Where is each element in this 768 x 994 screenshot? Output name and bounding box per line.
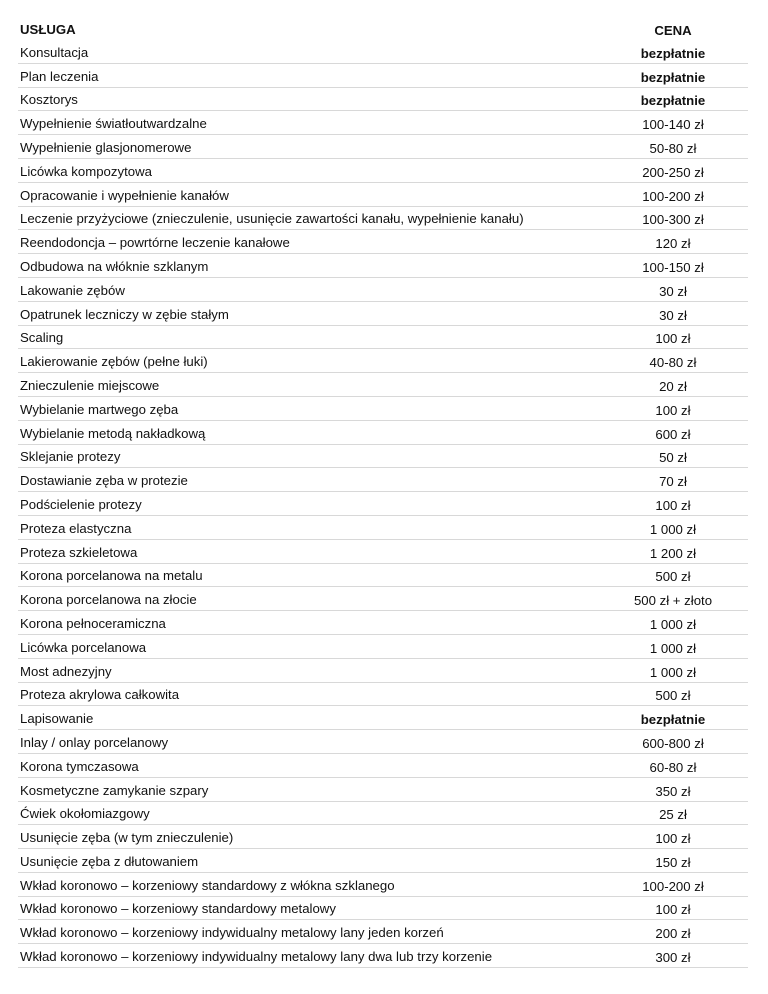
- service-price: 500 zł: [655, 569, 691, 585]
- service-name: Most adnezyjny: [20, 663, 112, 679]
- service-name: Znieczulenie miejscowe: [20, 377, 160, 393]
- service-price: 120 zł: [655, 236, 691, 252]
- table-row: [18, 754, 748, 778]
- service-name: Leczenie przyżyciowe (znieczulenie, usunięcie zawartości kanału, wypełnienie kanału): [20, 211, 524, 227]
- table-row: [18, 587, 748, 611]
- table-row: [18, 421, 748, 445]
- service-price: 200 zł: [655, 926, 691, 942]
- table-row: [18, 635, 748, 659]
- table-row: [18, 207, 748, 231]
- service-name: Wybielanie metodą nakładkową: [20, 425, 206, 441]
- service-price: 100 zł: [655, 831, 691, 847]
- service-name: Podścielenie protezy: [20, 496, 142, 512]
- service-price: 100-150 zł: [642, 259, 704, 275]
- table-row: [18, 468, 748, 492]
- table-row: [18, 920, 748, 944]
- service-name: Korona porcelanowa na metalu: [20, 568, 203, 584]
- table-row: [18, 778, 748, 802]
- service-name: Wybielanie martwego zęba: [20, 401, 179, 417]
- service-name: Lakowanie zębów: [20, 282, 125, 298]
- table-row: [18, 254, 748, 278]
- table-row: [18, 706, 748, 730]
- table-row: [18, 802, 748, 826]
- service-name: Wypełnienie światłoutwardzalne: [20, 116, 207, 132]
- table-row: [18, 278, 748, 302]
- service-price: 60-80 zł: [649, 759, 697, 775]
- service-price: 70 zł: [659, 474, 687, 490]
- service-price: 100-300 zł: [642, 212, 704, 228]
- service-name: Scaling: [20, 330, 64, 346]
- service-name: Ćwiek okołomiazgowy: [20, 806, 150, 822]
- service-name: Licówka porcelanowa: [20, 639, 147, 655]
- service-price: bezpłatnie: [640, 712, 706, 728]
- service-name: Usunięcie zęba z dłutowaniem: [20, 853, 199, 869]
- table-row: [18, 825, 748, 849]
- service-name: Korona porcelanowa na złocie: [20, 592, 197, 608]
- service-name: Plan leczenia: [20, 68, 99, 84]
- service-name: Odbudowa na włóknie szklanym: [20, 258, 209, 274]
- service-column-header: USŁUGA: [20, 22, 76, 37]
- service-price: 300 zł: [655, 950, 691, 966]
- service-price: 30 zł: [659, 307, 687, 323]
- service-price: 50-80 zł: [649, 140, 697, 156]
- table-row: [18, 111, 748, 135]
- price-column-header: CENA: [654, 23, 692, 38]
- table-row: [18, 873, 748, 897]
- service-name: Proteza elastyczna: [20, 520, 132, 536]
- table-row: [18, 183, 748, 207]
- service-name: Proteza akrylowa całkowita: [20, 687, 180, 703]
- service-name: Korona tymczasowa: [20, 758, 139, 774]
- table-row: [18, 159, 748, 183]
- service-name: Lakierowanie zębów (pełne łuki): [20, 354, 208, 370]
- table-body: [18, 40, 748, 968]
- table-row: [18, 897, 748, 921]
- service-price: 50 zł: [659, 450, 687, 466]
- table-row: [18, 64, 748, 88]
- table-row: [18, 88, 748, 112]
- service-price: 500 zł: [655, 688, 691, 704]
- service-name: Kosmetyczne zamykanie szpary: [20, 782, 209, 798]
- table-row: [18, 516, 748, 540]
- service-name: Proteza szkieletowa: [20, 544, 138, 560]
- service-name: Opracowanie i wypełnienie kanałów: [20, 187, 229, 203]
- service-name: Usunięcie zęba (w tym znieczulenie): [20, 830, 234, 846]
- service-price: 40-80 zł: [649, 355, 697, 371]
- service-name: Sklejanie protezy: [20, 449, 121, 465]
- table-row: [18, 659, 748, 683]
- table-row: [18, 730, 748, 754]
- service-price: 100 zł: [655, 402, 691, 418]
- service-name: Korona pełnoceramiczna: [20, 615, 166, 631]
- service-price: 100 zł: [655, 331, 691, 347]
- service-price: 600-800 zł: [642, 735, 704, 751]
- service-price: bezpłatnie: [640, 93, 706, 109]
- service-name: Wkład koronowo – korzeniowy indywidualny metalowy lany jeden korzeń: [20, 925, 444, 941]
- service-price: 1 200 zł: [649, 545, 697, 561]
- table-row: [18, 944, 748, 968]
- service-price: 1 000 zł: [649, 640, 697, 656]
- table-row: [18, 302, 748, 326]
- table-row: [18, 683, 748, 707]
- service-price: 150 zł: [655, 854, 691, 870]
- service-price: 1 000 zł: [649, 521, 697, 537]
- service-price: 600 zł: [655, 426, 691, 442]
- table-row: [18, 492, 748, 516]
- service-name: Reendodoncja – powrtórne leczenie kanałowe: [20, 235, 290, 251]
- service-price: 100 zł: [655, 497, 691, 513]
- table-row: [18, 564, 748, 588]
- table-row: [18, 40, 748, 64]
- service-price: 100-200 zł: [642, 878, 704, 894]
- service-price: 100 zł: [655, 902, 691, 918]
- table-row: [18, 135, 748, 159]
- table-row: [18, 445, 748, 469]
- service-name: Licówka kompozytowa: [20, 163, 152, 179]
- table-row: [18, 230, 748, 254]
- table-row: [18, 397, 748, 421]
- service-name: Wkład koronowo – korzeniowy standardowy z włókna szklanego: [20, 877, 395, 893]
- service-name: Lapisowanie: [20, 711, 94, 727]
- service-price: 1 000 zł: [649, 664, 697, 680]
- service-name: Opatrunek leczniczy w zębie stałym: [20, 306, 229, 322]
- service-price: bezpłatnie: [640, 69, 706, 85]
- service-name: Kosztorys: [20, 92, 78, 108]
- service-name: Dostawianie zęba w protezie: [20, 473, 188, 489]
- table-row: [18, 540, 748, 564]
- service-name: Wypełnienie glasjonomerowe: [20, 139, 192, 155]
- service-name: Wkład koronowo – korzeniowy indywidualny metalowy lany dwa lub trzy korzenie: [20, 949, 493, 965]
- table-header: [18, 18, 748, 40]
- table-row: [18, 349, 748, 373]
- table-row: [18, 373, 748, 397]
- service-price: 25 zł: [659, 807, 687, 823]
- service-name: Inlay / onlay porcelanowy: [20, 734, 169, 750]
- service-price: 200-250 zł: [642, 164, 704, 180]
- service-price: 30 zł: [659, 283, 687, 299]
- price-list-table: [18, 18, 748, 968]
- service-price: 1 000 zł: [649, 616, 697, 632]
- service-price: 20 zł: [659, 378, 687, 394]
- service-name: Wkład koronowo – korzeniowy standardowy metalowy: [20, 901, 336, 917]
- service-price: 100-140 zł: [642, 117, 704, 133]
- service-price: bezpłatnie: [640, 45, 706, 61]
- service-name: Konsultacja: [20, 44, 89, 60]
- service-price: 350 zł: [655, 783, 691, 799]
- service-price: 100-200 zł: [642, 188, 704, 204]
- table-row: [18, 611, 748, 635]
- table-row: [18, 326, 748, 350]
- service-price: 500 zł + złoto: [633, 593, 713, 609]
- table-row: [18, 849, 748, 873]
